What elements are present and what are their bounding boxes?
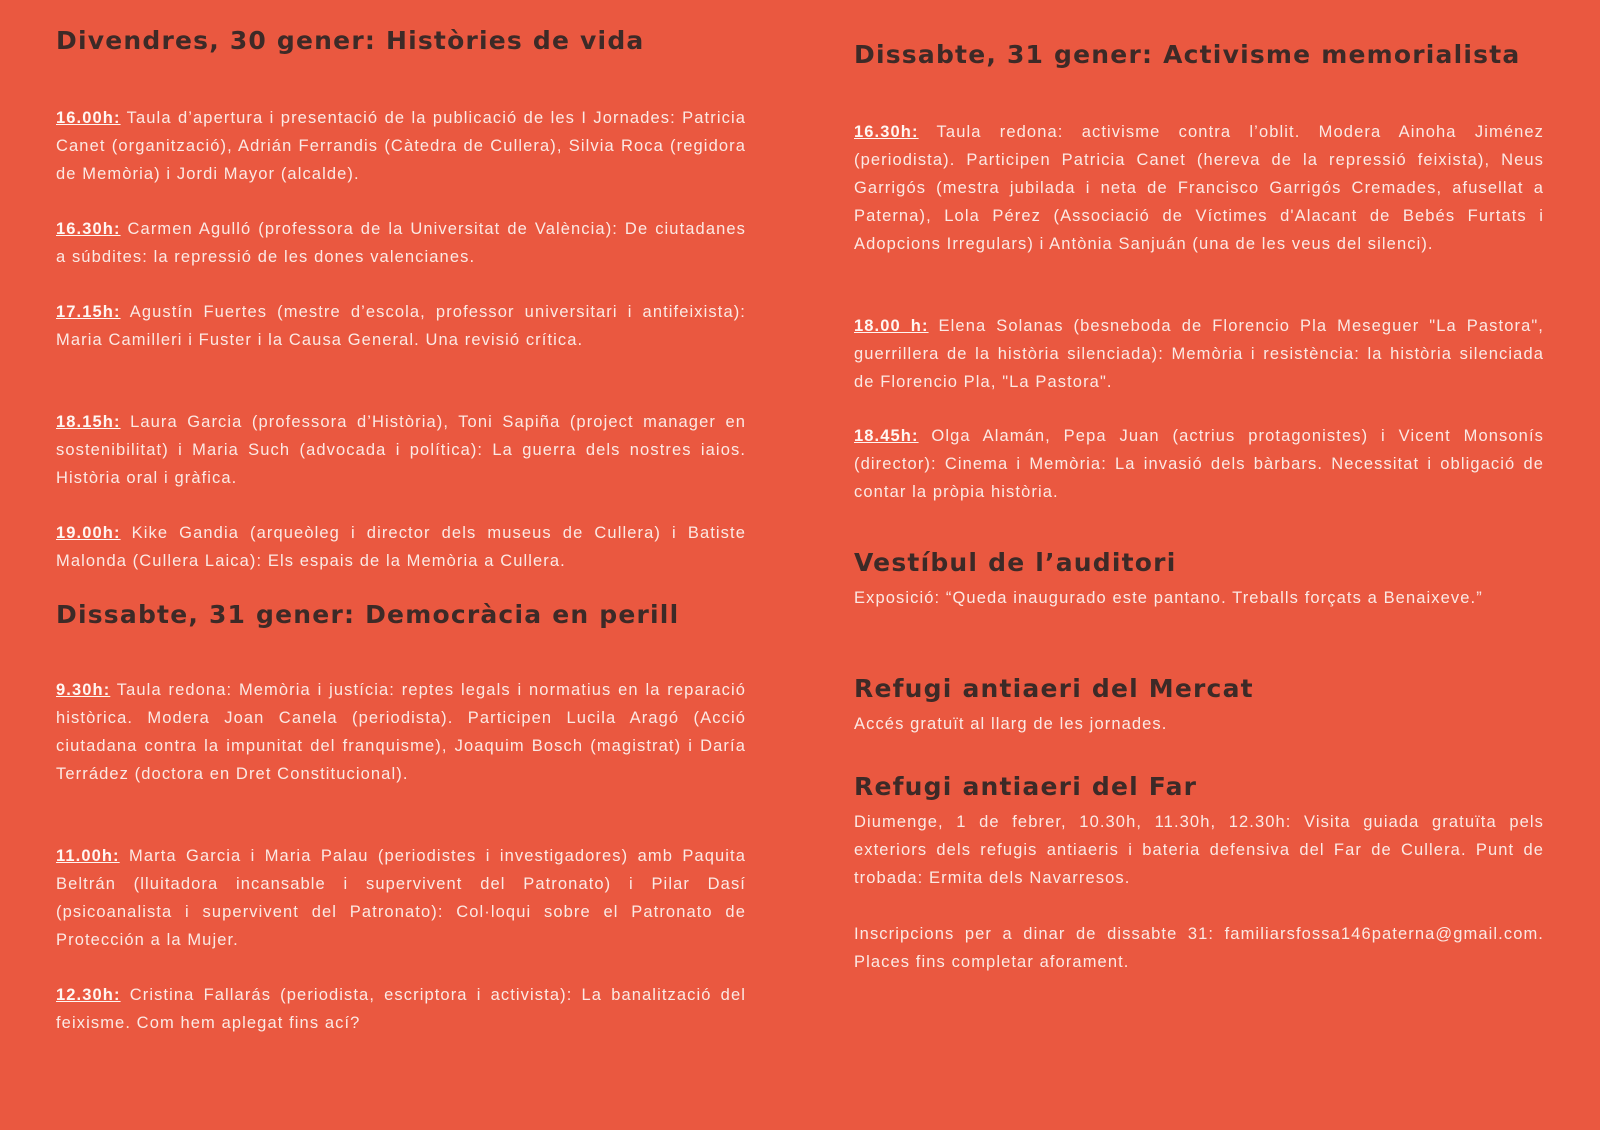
item-time: 18.15h:: [56, 413, 121, 431]
item-text: Elena Solanas (besneboda de Florencio Pla Meseguer "La Pastora", guerrillera de la història silenciada): Memòria i resistència: la història silenciada de Florencio Pla, "La Pastora".: [854, 317, 1544, 391]
item-time: 18.00 h:: [854, 317, 929, 335]
schedule-item: [56, 215, 746, 271]
item-time: 17.15h:: [56, 303, 121, 321]
schedule-item: [56, 298, 746, 354]
vestibul-text: Exposició: “Queda inaugurado este pantano. Treballs forçats a Benaixeve.”: [854, 589, 1483, 607]
far-title: Refugi antiaeri del Far: [854, 772, 1198, 801]
mercat-title: Refugi antiaeri del Mercat: [854, 674, 1254, 703]
item-time: 12.30h:: [56, 986, 121, 1004]
item-text: Laura Garcia (professora d’Història), Toni Sapiña (project manager en sostenibilitat) i Maria Such (advocada i política): La guerra dels nostres iaios. Història oral i gràfica.: [56, 413, 746, 487]
mercat-text: Accés gratuït al llarg de les jornades.: [854, 715, 1168, 733]
item-text: Carmen Agulló (professora de la Universitat de València): De ciutadanes a súbdites: la repressió de les dones valencianes.: [56, 220, 746, 266]
item-text: Taula redona: activisme contra l’oblit. Modera Ainoha Jiménez (periodista). Participen Patricia Canet (hereva de la repressió feixista), Neus Garrigós (mestra jubilada i neta de Francisco Garrigós Cremades, afusellat a Paterna), Lola Pérez (Associació de Víctimes d'Alacant de Bebés Furtats i Adopcions Irregulars) i Antònia Sanjuán (una de les veus del silenci).: [854, 123, 1544, 253]
item-time: 16.30h:: [56, 220, 121, 238]
item-time: 16.30h:: [854, 123, 919, 141]
item-text: Cristina Fallarás (periodista, escriptora i activista): La banalització del feixisme. Com hem aplegat fins ací?: [56, 986, 746, 1032]
item-time: 19.00h:: [56, 524, 121, 542]
schedule-item: [56, 676, 746, 788]
schedule-item: [854, 422, 1544, 506]
vestibul-title: Vestíbul de l’auditori: [854, 548, 1177, 577]
item-text: Taula d’apertura i presentació de la publicació de les I Jornades: Patricia Canet (organització), Adrián Ferrandis (Càtedra de Cullera), Silvia Roca (regidora de Memòria) i Jordi Mayor (alcalde).: [56, 109, 746, 183]
item-time: 11.00h:: [56, 847, 120, 865]
item-text: Kike Gandia (arqueòleg i director dels museus de Cullera) i Batiste Malonda (Cullera Laica): Els espais de la Memòria a Cullera.: [56, 524, 746, 570]
item-time: 16.00h:: [56, 109, 121, 127]
item-text: Taula redona: Memòria i justícia: reptes legals i normatius en la reparació històrica. Modera Joan Canela (periodista). Participen Lucila Aragó (Acció ciutadana contra la impunitat del franquisme), Joaquim Bosch (magistrat) i Daría Terrádez (doctora en Dret Constitucional).: [56, 681, 746, 783]
item-text: Marta Garcia i Maria Palau (periodistes i investigadores) amb Paquita Beltrán (lluitadora incansable i supervivent del Patronato) i Pilar Dasí (psicoanalista i supervivent del Patronato): Col·loqui sobre el Patronato de Protección a la Mujer.: [56, 847, 746, 949]
schedule-item: [854, 118, 1544, 258]
item-time: 9.30h:: [56, 681, 111, 699]
schedule-item: [56, 981, 746, 1037]
item-text: Agustín Fuertes (mestre d’escola, professor universitari i antifeixista): Maria Camilleri i Fuster i la Causa General. Una revisió crítica.: [56, 303, 746, 349]
schedule-item: [56, 519, 746, 575]
day-heading-friday: Divendres, 30 gener: Històries de vida: [56, 26, 645, 55]
schedule-item: [56, 104, 746, 188]
schedule-item: [56, 842, 746, 954]
day-heading-saturday-activism: Dissabte, 31 gener: Activisme memorialista: [854, 40, 1521, 69]
schedule-item: [854, 312, 1544, 396]
item-text: Olga Alamán, Pepa Juan (actrius protagonistes) i Vicent Monsonís (director): Cinema i Memòria: La invasió dels bàrbars. Necessitat i obligació de contar la pròpia història.: [854, 427, 1544, 501]
item-time: 18.45h:: [854, 427, 919, 445]
far-text: Diumenge, 1 de febrer, 10.30h, 11.30h, 12.30h: Visita guiada gratuïta pels exteriors dels refugis antiaeris i bateria defensiva del Far de Cullera. Punt de trobada: Ermita dels Navarresos.: [854, 813, 1544, 887]
day-heading-saturday-democracy: Dissabte, 31 gener: Democràcia en perill: [56, 600, 680, 629]
inscripcions-text: Inscripcions per a dinar de dissabte 31: familiarsfossa146paterna@gmail.com. Places fins completar aforament.: [854, 925, 1544, 971]
schedule-item: [56, 408, 746, 492]
